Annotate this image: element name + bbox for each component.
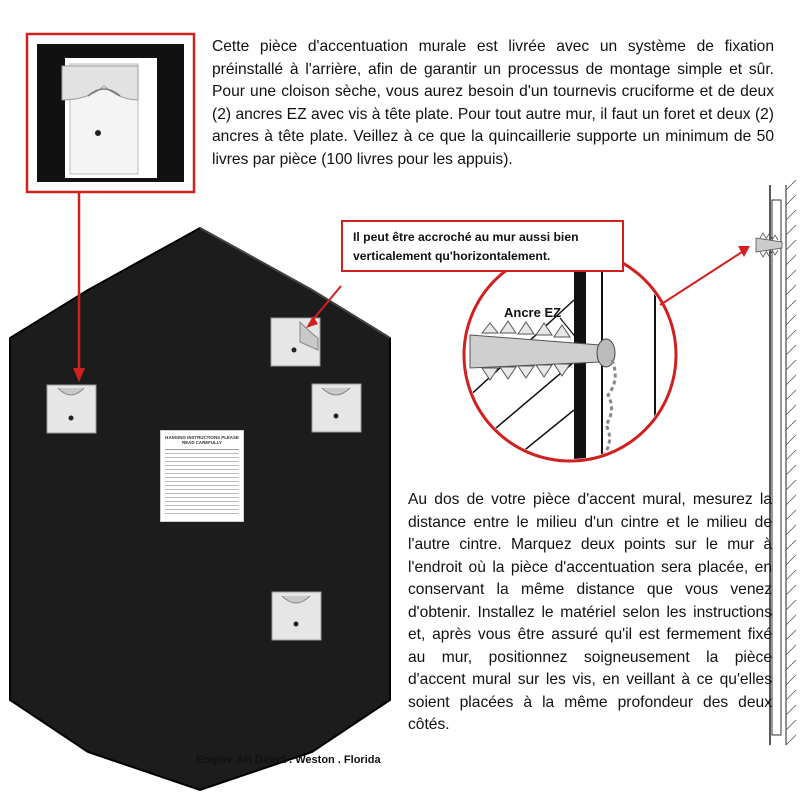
anchor-label: Ancre EZ bbox=[504, 305, 562, 320]
hanger-bottom bbox=[272, 592, 321, 640]
hanging-instructions-label bbox=[160, 430, 244, 522]
instructions-paragraph: Au dos de votre pièce d'accent mural, mesurez la distance entre le milieu d'un cintre et le milieu de l'autre cintre. Marquez deux points sur le mur à l'endroit où la pièce d'accentuation sera placée, en conservant la même distance que vous venez d'obtenir. Installez le matériel selon les instructions et, après vous être assuré qu'il est fermement fixé au mur, positionnez soigneusement la pièce d'accent mural sur les vis, en veillant à ce qu'elles soient placées à la même profondeur des deux côtés. bbox=[408, 491, 772, 733]
label-card-title: HANGING INSTRUCTIONS PLEASE READ CAREFULLY bbox=[165, 435, 239, 446]
orientation-callout bbox=[341, 220, 624, 272]
hanger-right bbox=[312, 384, 361, 432]
intro-paragraph: Cette pièce d'accentuation murale est livrée avec un système de fixation préinstallé à l'arrière, afin de garantir un processus de montage simple et sûr. Pour une cloison sèche, vous aurez besoin d'un tournevis cruciforme et de deux (2) ancres EZ avec vis à tête plate. Pour tout autre mur, il faut un foret et deux (2) ancres à tête plate. Veillez à ce que la quincaillerie supporte un minimum de 50 livres par pièce (100 livres pour les appuis). bbox=[212, 38, 774, 168]
footer-credit: Empire Art Direct . Weston . Florida bbox=[196, 754, 381, 766]
label-card-fine-print bbox=[165, 449, 239, 514]
hanger-left bbox=[47, 385, 96, 433]
anchor-detail-circle bbox=[464, 248, 676, 470]
orientation-callout-text: Il peut être accroché au mur aussi bien verticalement qu'horizontalement. bbox=[353, 230, 579, 263]
hanger-closeup-box bbox=[27, 34, 194, 192]
